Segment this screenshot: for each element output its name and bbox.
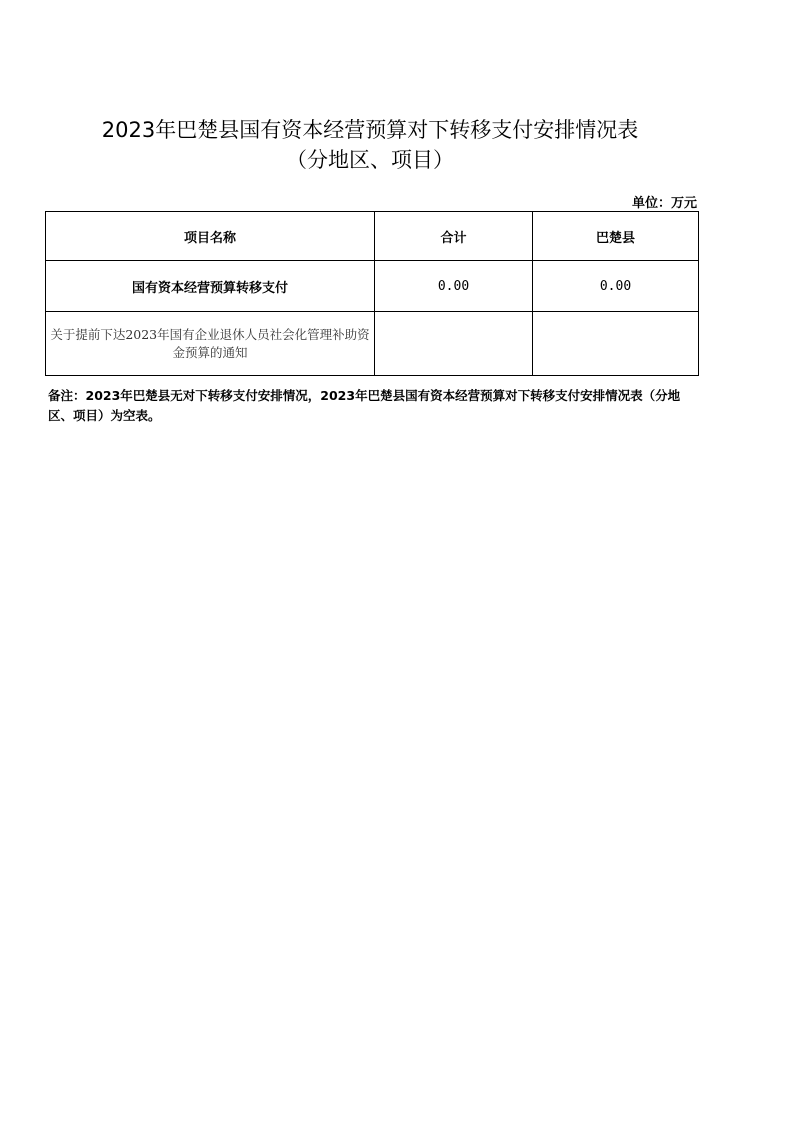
total-row-name: 国有资本经营预算转移支付 (46, 261, 375, 312)
footnote: 备注：2023年巴楚县无对下转移支付安排情况，2023年巴楚县国有资本经营预算对下转移支付安排情况表（分地区、项目）为空表。 (48, 388, 681, 423)
title-line-1: 2023年巴楚县国有资本经营预算对下转移支付安排情况表 (101, 118, 639, 142)
table-header-row (46, 212, 699, 261)
item-row-name: 关于提前下达2023年国有企业退休人员社会化管理补助资金预算的通知 (46, 312, 375, 376)
total-row-bachu: 0.00 (533, 261, 699, 312)
document-title (0, 115, 740, 175)
header-project-name: 项目名称 (46, 212, 375, 261)
total-row-total: 0.00 (375, 261, 533, 312)
title-line-2: （分地区、项目） (286, 148, 454, 172)
budget-table (45, 211, 699, 376)
unit-label: 单位：万元 (631, 196, 697, 211)
item-row-bachu (533, 312, 699, 376)
table-row-total (46, 261, 699, 312)
header-total: 合计 (375, 212, 533, 261)
table-row-item (46, 312, 699, 376)
header-bachu: 巴楚县 (533, 212, 699, 261)
item-row-total (375, 312, 533, 376)
